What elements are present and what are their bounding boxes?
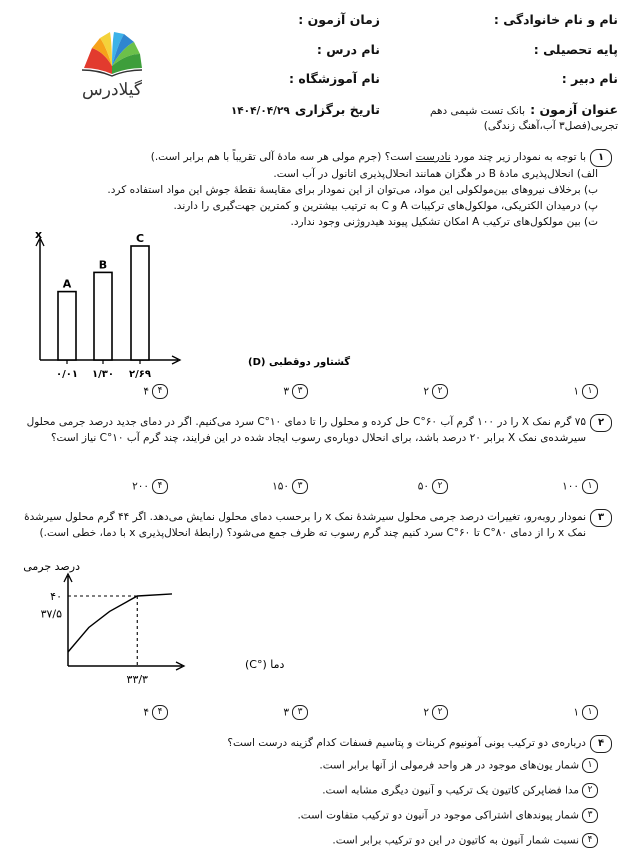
x-tick-label: ۰/۰۱ (56, 369, 78, 380)
question-number: ۱ (590, 149, 612, 167)
question-1-text: با توجه به نمودار زیر چند مورد نادرست است؟ (جرم مولی هر سه مادهٔ آلی تقریباً با هم برابر است.) (150, 151, 586, 163)
time-label: زمان آزمون : (298, 12, 380, 27)
option[interactable]: ۲۲ (423, 705, 448, 720)
option[interactable]: ۴۴ (143, 705, 168, 720)
x-tick-label: ۳۳/۳ (126, 673, 148, 686)
option[interactable]: ۴نسبت شمار آنیون به کاتیون در این دو ترکیب برابر است. (38, 833, 598, 858)
y-axis-label: x (35, 228, 43, 241)
statement: ت) بین مولکول‌های ترکیب A امکان تشکیل پیوند هیدروژنی وجود ندارد. (290, 216, 598, 228)
exam-subtitle: تجربی(فصل۳ آب،آهنگ زندگی) (483, 120, 618, 132)
exam-title: عنوان آزمون : بانک تست شیمی دهم (429, 102, 618, 117)
logo (62, 28, 162, 108)
bar (58, 292, 76, 360)
question-4-text: درباره‌ی دو ترکیب یونی آمونیوم کربنات و پتاسیم فسفات کدام گزینه درست است؟ (227, 737, 586, 749)
question-1-statements (0, 166, 598, 230)
bar-label: B (98, 258, 108, 272)
y-tick-label: ۳۷/۵ (40, 607, 62, 621)
statement: الف) انحلال‌پذیری مادهٔ B در هگزان همانند انحلال‌پذیری اتانول در آب است. (273, 168, 598, 180)
statement: پ) درمیدان الکتریکی، مولکول‌های ترکیبات A و C به ترتیب بیشترین و کمترین جهت‌گیری را دارند. (173, 200, 598, 212)
option[interactable]: ۲۲ (423, 384, 448, 399)
option[interactable]: ۲۵۰ (418, 479, 448, 494)
bar-label: A (62, 277, 72, 291)
question-2-text: ۷۵ گرم نمک X را در ۱۰۰ گرم آب ۶۰°C حل کرده و محلول را تا دمای ۱۰°C سرد می‌کنیم. اگر در دمای جدید درصد جرمی محلول سیرشده‌ی نمک X برابر ۲۰ درصد باشد، برای انحلال دوباره‌ی رسوب ایجاد شده در این فرایند، چند گرم آب ۱۰°C نیاز است؟ (26, 416, 586, 444)
solubility-chart (20, 558, 285, 696)
grade-label: پایه تحصیلی : (533, 42, 618, 57)
y-axis-label: درصد جرمی (23, 560, 80, 573)
option[interactable]: ۳شمار پیوندهای اشتراکی موجود در آنیون دو ترکیب متفاوت است. (38, 808, 598, 833)
logo-text: گیلادرس (82, 80, 142, 100)
exam-date: تاریخ برگزاری ۱۴۰۴/۰۴/۲۹ (230, 102, 380, 117)
statement: ب) برخلاف نیروهای بین‌مولکولی این مواد، می‌توان از این نمودار برای مقایسهٔ نقطهٔ جوش این مواد استفاده کرد. (107, 184, 598, 196)
name-label: نام و نام خانوادگی : (493, 12, 618, 27)
teacher-label: نام دبیر : (561, 71, 618, 86)
question-number: ۲ (590, 414, 612, 432)
option[interactable]: ۱شمار یون‌های موجود در هر واحد فرمولی از آنها برابر است. (38, 758, 598, 783)
x-axis-label: گشتاور دوقطبی (D) (248, 357, 351, 368)
x-axis-label: دما (°C) (245, 658, 285, 671)
bar-label: C (135, 232, 145, 245)
option[interactable]: ۳۳ (283, 384, 308, 399)
option[interactable]: ۲مدا فضاپرکن کاتیون یک ترکیب و آنیون دیگری مشابه است. (38, 783, 598, 808)
question-3-text: نمودار روبه‌رو، تغییرات درصد جرمی محلول سیرشدهٔ نمک x را برحسب دمای محلول نمایش می‌دهد. اگر ۴۴ گرم محلول سیرشدهٔ نمک x را از دمای ۸۰°C تا ۶۰°C سرد کنیم چند گرم رسوب ته ظرف جمع می‌شود؟ (رابطهٔ انحلال‌پذیری x با دما، خطی است.) (24, 511, 586, 539)
subject-label: نام درس : (316, 42, 380, 57)
option[interactable]: ۳۳ (283, 705, 308, 720)
option[interactable]: ۴۴ (143, 384, 168, 399)
series-line (68, 594, 172, 652)
y-tick-label: ۴۰ (50, 590, 62, 603)
question-number: ۳ (590, 509, 612, 527)
school-label: نام آموزشگاه : (289, 71, 380, 86)
bar (131, 246, 149, 360)
option[interactable]: ۱۱ (573, 384, 598, 399)
option[interactable]: ۱۱ (573, 705, 598, 720)
x-tick-label: ۲/۶۹ (129, 369, 151, 380)
option[interactable]: ۳۱۵۰ (272, 479, 308, 494)
question-number: ۴ (590, 735, 612, 753)
question-4-options (38, 758, 598, 858)
bar (94, 272, 112, 360)
option[interactable]: ۱۱۰۰ (562, 479, 598, 494)
dipole-moment-chart (20, 228, 351, 388)
option[interactable]: ۴۲۰۰ (132, 479, 168, 494)
x-tick-label: ۱/۳۰ (92, 369, 114, 380)
